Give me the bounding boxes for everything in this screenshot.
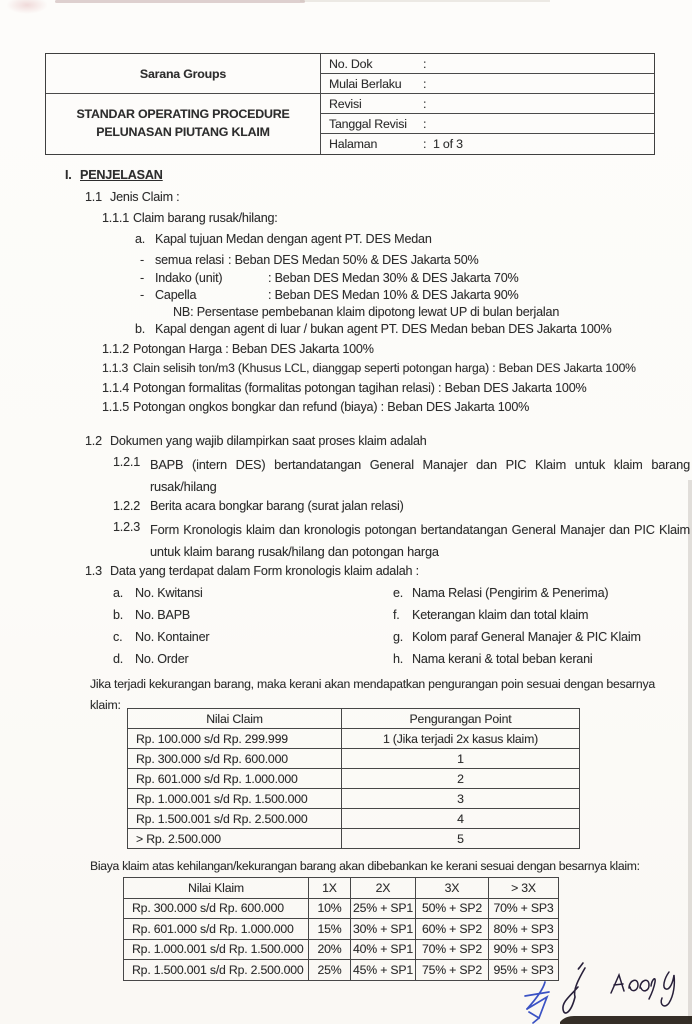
dash-bullet: - (140, 271, 144, 285)
dash-item-capella (140, 287, 519, 304)
list-item-b (135, 321, 611, 338)
clause-number: 1.2 (85, 434, 102, 448)
cell-point: 2 (342, 769, 580, 789)
scan-smudge-artifact (6, 0, 48, 14)
clause-1-2 (85, 433, 427, 450)
table-row (124, 898, 559, 919)
section-number: I. (65, 168, 72, 182)
cell-3x: 75% + SP2 (416, 960, 489, 981)
cell-1x: 25% (309, 960, 351, 981)
form-item-b (113, 607, 190, 624)
doc-title-line2: PELUNASAN PIUTANG KLAIM (96, 125, 270, 139)
table-row (128, 749, 580, 769)
cell-point: 5 (342, 829, 580, 849)
column-header: 3X (416, 878, 489, 899)
clause-number: 1.2.3 (113, 520, 141, 534)
clause-number: 1.3 (85, 564, 102, 578)
dash-item-indako (140, 270, 519, 287)
clause-number: 1.1.4 (102, 381, 130, 395)
table-row (128, 729, 580, 749)
clause-1-1-2 (102, 341, 374, 358)
dash-desc: : Beban DES Medan 30% & DES Jakarta 70% (268, 271, 519, 285)
cell-claim-range: Rp. 300.000 s/d Rp. 600.000 (124, 898, 309, 919)
header-table (45, 53, 655, 155)
nb-note: NB: Persentase pembebanan klaim dipotong lewat UP di bulan berjalan (173, 305, 560, 319)
field-label: Mulai Berlaku (329, 76, 402, 91)
clause-number: 1.1 (85, 190, 102, 204)
section-title: PENJELASAN (80, 168, 163, 182)
clause-1-1-1 (102, 210, 278, 227)
item-text: Nama Relasi (Pengirim & Penerima) (412, 586, 609, 600)
item-text: Kapal dengan agent di luar / bukan agent PT. DES Medan beban DES Jakarta 100% (155, 322, 612, 336)
item-letter: a. (113, 586, 124, 600)
item-text: Keterangan klaim dan total klaim (412, 608, 589, 622)
item-letter: d. (113, 652, 124, 666)
clause-number: 1.1.1 (102, 211, 130, 225)
doc-title (46, 94, 321, 154)
table-row (128, 809, 580, 829)
item-letter: b. (135, 322, 146, 336)
signature-initial-blue-icon (525, 982, 549, 1023)
form-item-g (393, 629, 641, 646)
clause-text: Potongan Harga : Beban DES Jakarta 100% (133, 342, 374, 356)
cell-point: 1 (Jika terjadi 2x kasus klaim) (342, 729, 580, 749)
item-letter: g. (393, 630, 404, 644)
field-label: Halaman (329, 137, 378, 151)
field-label: No. Dok (329, 56, 373, 71)
field-colon: : (423, 56, 427, 71)
form-item-e (393, 585, 608, 602)
cell-claim-range: Rp. 1.500.001 s/d Rp. 2.500.000 (128, 809, 342, 829)
item-letter: b. (113, 608, 124, 622)
form-item-h (393, 651, 593, 668)
paragraph-point-deduction: Jika terjadi kekurangan barang, maka kerani akan mendapatkan pengurangan poin sesuai dengan besarnya klaim: (90, 677, 655, 712)
clause-1-1 (85, 189, 179, 206)
cell-gt3x: 95% + SP3 (489, 960, 559, 981)
item-text: Kolom paraf General Manajer & PIC Klaim (412, 630, 641, 644)
table-row (128, 829, 580, 849)
cell-claim-range: Rp. 1.500.001 s/d Rp. 2.500.000 (124, 960, 309, 981)
column-header: 1X (309, 878, 351, 899)
table-row (128, 769, 580, 789)
field-label: Revisi (329, 96, 362, 111)
clause-text: Clain selisih ton/m3 (Khusus LCL, dianggap seperti potongan harga) : Beban DES Jakarta 100% (133, 361, 636, 375)
page-number: 1 of 3 (433, 137, 463, 151)
clause-number: 1.1.3 (102, 361, 129, 375)
clause-number: 1.2.1 (113, 455, 141, 469)
signature-paraph-ink-icon (611, 972, 674, 1006)
signature-initial-ink-icon (563, 963, 585, 1013)
header-field-no-dok (321, 54, 654, 74)
clause-text: Berita acara bongkar barang (surat jalan relasi) (150, 499, 404, 513)
cell-claim-range: > Rp. 2.500.000 (128, 829, 342, 849)
cell-3x: 60% + SP2 (416, 919, 489, 940)
column-header: Nilai Claim (128, 709, 342, 729)
cell-1x: 10% (309, 898, 351, 919)
header-field-revisi (321, 94, 654, 114)
column-header: Pengurangan Point (342, 709, 580, 729)
scan-bottom-shadow (560, 1016, 692, 1024)
field-colon: : (423, 96, 427, 111)
cell-1x: 15% (309, 919, 351, 940)
field-colon: : (423, 116, 427, 131)
field-label: Tanggal Revisi (329, 116, 407, 131)
dash-label: Capella (155, 288, 197, 302)
clause-1-2-2 (113, 498, 404, 515)
form-item-f (393, 607, 588, 624)
header-field-mulai-berlaku (321, 74, 654, 94)
cell-3x: 50% + SP2 (416, 898, 489, 919)
cell-point: 4 (342, 809, 580, 829)
item-letter: c. (113, 630, 123, 644)
list-item-a (135, 231, 432, 248)
cell-gt3x: 80% + SP3 (489, 919, 559, 940)
clause-text: Potongan ongkos bongkar dan refund (biaya) : Beban DES Jakarta 100% (133, 400, 530, 414)
section-heading (65, 167, 163, 184)
cell-point: 3 (342, 789, 580, 809)
scan-top-streak-artifact-2 (300, 0, 550, 2)
clause-text: Form Kronologis klaim dan kronologis potongan bertandatangan General Manajer dan PIC Klaim untuk klaim barang rusak/hilang dan potongan harga (150, 522, 690, 559)
item-text: Nama kerani & total beban kerani (412, 652, 593, 666)
header-field-halaman (321, 134, 654, 154)
cell-2x: 45% + SP1 (351, 960, 416, 981)
company-name: Sarana Groups (46, 54, 321, 94)
item-letter: f. (393, 608, 400, 622)
clause-1-1-3 (102, 360, 636, 377)
clause-text: Claim barang rusak/hilang: (133, 211, 278, 225)
item-letter: e. (393, 586, 404, 600)
dash-item-semua-relasi (140, 252, 479, 269)
field-colon: : (423, 76, 427, 91)
clause-text: Dokumen yang wajib dilampirkan saat proses klaim adalah (110, 434, 427, 448)
form-item-c (113, 629, 209, 646)
table-row (128, 789, 580, 809)
cell-claim-range: Rp. 601.000 s/d Rp. 1.000.000 (128, 769, 342, 789)
cell-2x: 25% + SP1 (351, 898, 416, 919)
cell-claim-range: Rp. 1.000.001 s/d Rp. 1.500.000 (128, 789, 342, 809)
cell-2x: 40% + SP1 (351, 939, 416, 960)
item-text: No. BAPB (135, 608, 191, 622)
item-letter: h. (393, 652, 404, 666)
clause-1-3 (85, 563, 419, 580)
dash-label: semua relasi (155, 253, 224, 267)
dash-label: Indako (unit) (155, 271, 223, 285)
clause-1-2-1 (113, 454, 690, 497)
item-letter: a. (135, 232, 146, 246)
cell-claim-range: Rp. 1.000.001 s/d Rp. 1.500.000 (124, 939, 309, 960)
form-item-d (113, 651, 189, 668)
column-header: 2X (351, 878, 416, 899)
item-text: No. Kwitansi (135, 586, 203, 600)
table-header-row (124, 878, 559, 899)
cell-claim-range: Rp. 601.000 s/d Rp. 1.000.000 (124, 919, 309, 940)
dash-desc: : Beban DES Medan 10% & DES Jakarta 90% (268, 288, 519, 302)
cell-claim-range: Rp. 100.000 s/d Rp. 299.999 (128, 729, 342, 749)
header-field-tanggal-revisi (321, 114, 654, 134)
table-header-row (128, 709, 580, 729)
cell-3x: 70% + SP2 (416, 939, 489, 960)
clause-number: 1.1.5 (102, 400, 130, 414)
item-text: Kapal tujuan Medan dengan agent PT. DES Medan (155, 232, 432, 246)
doc-title-line1: STANDAR OPERATING PROCEDURE (76, 107, 290, 122)
clause-text: Data yang terdapat dalam Form kronologis klaim adalah : (110, 564, 419, 578)
clause-text: BAPB (intern DES) bertandatangan General Manajer dan PIC Klaim untuk klaim barang rusak/hilang (150, 457, 690, 494)
column-header: Nilai Klaim (124, 878, 309, 899)
cell-1x: 20% (309, 939, 351, 960)
clause-number: 1.2.2 (113, 499, 141, 513)
dash-desc: : Beban DES Medan 50% & DES Jakarta 50% (228, 253, 479, 267)
clause-1-1-5 (102, 399, 529, 416)
clause-text: Potongan formalitas (formalitas potongan tagihan relasi) : Beban DES Jakarta 100% (133, 381, 587, 395)
scan-top-streak-artifact (55, 0, 305, 3)
point-deduction-table (127, 708, 580, 849)
clause-number: 1.1.2 (102, 342, 130, 356)
cell-2x: 30% + SP1 (351, 919, 416, 940)
cell-point: 1 (342, 749, 580, 769)
field-colon: : (423, 137, 427, 151)
handwritten-signatures (470, 935, 692, 1024)
clause-text: Jenis Claim : (110, 190, 180, 204)
column-header: > 3X (489, 878, 559, 899)
form-item-a (113, 585, 203, 602)
clause-1-1-4 (102, 380, 587, 397)
item-text: No. Kontainer (135, 630, 210, 644)
paragraph-cost-charge: Biaya klaim atas kehilangan/kekurangan barang akan dibebankan ke kerani sesuai dengan besarnya klaim: (90, 859, 640, 873)
cell-gt3x: 90% + SP3 (489, 939, 559, 960)
cell-claim-range: Rp. 300.000 s/d Rp. 600.000 (128, 749, 342, 769)
clause-1-2-3 (113, 519, 690, 562)
item-text: No. Order (135, 652, 189, 666)
cell-gt3x: 70% + SP3 (489, 898, 559, 919)
dash-bullet: - (140, 288, 144, 302)
dash-bullet: - (140, 253, 144, 267)
